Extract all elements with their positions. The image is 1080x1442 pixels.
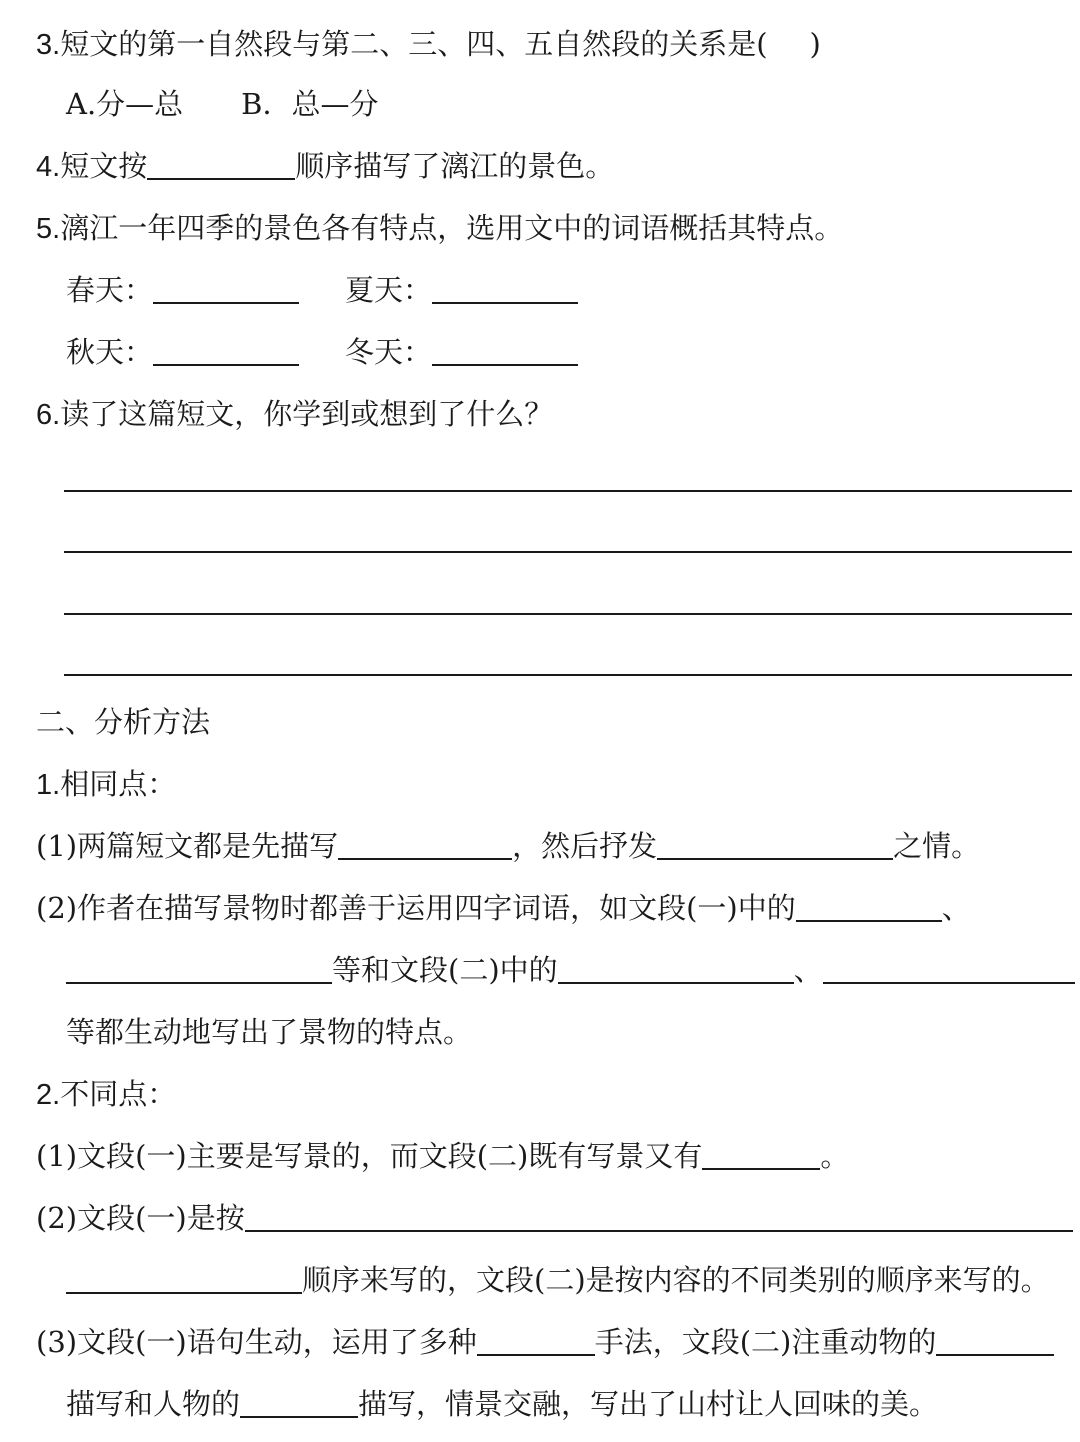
answer-blank[interactable] bbox=[245, 1200, 1073, 1232]
spring-label: 春天： bbox=[66, 273, 154, 307]
question-4 bbox=[36, 146, 614, 186]
question-3-options bbox=[66, 84, 378, 124]
answer-blank[interactable] bbox=[936, 1324, 1054, 1356]
answer-blank[interactable] bbox=[240, 1386, 358, 1418]
item-number: 1. bbox=[36, 769, 61, 801]
season-row-2 bbox=[66, 332, 578, 372]
diff-point-3 bbox=[36, 1322, 1054, 1362]
diff-points-heading bbox=[36, 1074, 176, 1114]
item-text: (2)文段(一)是按 bbox=[36, 1201, 245, 1235]
item-label: 不同点： bbox=[60, 1077, 177, 1111]
winter-blank[interactable] bbox=[432, 334, 578, 366]
same-point-2-end: 等都生动地写出了景物的特点。 bbox=[66, 1015, 473, 1049]
item-text: 手法，文段(二)注重动物的 bbox=[594, 1325, 937, 1359]
item-text: (3)文段(一)语句生动，运用了多种 bbox=[36, 1325, 477, 1359]
answer-line-2[interactable] bbox=[64, 551, 1072, 553]
question-text: 顺序描写了漓江的景色。 bbox=[295, 149, 615, 183]
diff-point-3-cont bbox=[66, 1384, 938, 1424]
answer-blank[interactable] bbox=[147, 148, 295, 180]
question-number: 4. bbox=[36, 151, 61, 183]
answer-line-1[interactable] bbox=[64, 490, 1072, 492]
item-text: (1)两篇短文都是先描写 bbox=[36, 829, 339, 863]
same-point-2 bbox=[36, 888, 971, 928]
answer-blank[interactable] bbox=[66, 1262, 302, 1294]
question-text: 漓江一年四季的景色各有特点，选用文中的词语概括其特点。 bbox=[60, 211, 844, 245]
answer-blank[interactable] bbox=[657, 828, 893, 860]
answer-line-3[interactable] bbox=[64, 613, 1072, 615]
section-title: 二、分析方法 bbox=[36, 705, 211, 739]
question-number: 5. bbox=[36, 213, 61, 245]
same-point-1 bbox=[36, 826, 980, 866]
item-text: (1)文段(一)主要是写景的，而文段(二)既有写景又有 bbox=[36, 1139, 703, 1173]
question-text: 短文的第一自然段与第二、三、四、五自然段的关系是( bbox=[60, 27, 768, 61]
answer-blank[interactable] bbox=[702, 1138, 820, 1170]
item-text: 之情。 bbox=[893, 829, 981, 863]
item-number: 2. bbox=[36, 1079, 61, 1111]
item-text: 描写和人物的 bbox=[66, 1387, 241, 1421]
item-text: 等和文段(二)中的 bbox=[332, 953, 558, 987]
option-b[interactable]: B．总—分 bbox=[241, 87, 379, 121]
item-text: ，然后抒发 bbox=[512, 829, 658, 863]
answer-blank[interactable] bbox=[338, 828, 512, 860]
item-text: 描写，情景交融，写出了山村让人回味的美。 bbox=[358, 1387, 939, 1421]
item-text: 。 bbox=[820, 1139, 850, 1173]
question-number: 6. bbox=[36, 399, 61, 431]
winter-label: 冬天： bbox=[345, 335, 433, 369]
same-points-heading bbox=[36, 764, 176, 804]
question-3 bbox=[36, 24, 821, 64]
diff-point-2 bbox=[36, 1198, 1073, 1238]
item-label: 相同点： bbox=[60, 767, 177, 801]
answer-line-4[interactable] bbox=[64, 674, 1072, 676]
diff-point-1 bbox=[36, 1136, 849, 1176]
answer-blank[interactable] bbox=[796, 890, 942, 922]
answer-blank[interactable] bbox=[66, 952, 332, 984]
autumn-label: 秋天： bbox=[66, 335, 154, 369]
season-row-1 bbox=[66, 270, 578, 310]
question-text: 短文按 bbox=[60, 149, 148, 183]
item-text: (2)作者在描写景物时都善于运用四字词语，如文段(一)中的 bbox=[36, 891, 796, 925]
item-text: 、 bbox=[793, 953, 823, 987]
answer-blank[interactable] bbox=[823, 952, 1075, 984]
question-5 bbox=[36, 208, 843, 248]
answer-blank[interactable] bbox=[558, 952, 794, 984]
diff-point-2-cont bbox=[66, 1260, 1050, 1300]
question-6 bbox=[36, 394, 553, 434]
option-a[interactable]: A.分—总 bbox=[66, 87, 184, 121]
answer-blank[interactable] bbox=[477, 1324, 595, 1356]
question-text: 读了这篇短文，你学到或想到了什么？ bbox=[60, 397, 554, 431]
autumn-blank[interactable] bbox=[153, 334, 299, 366]
close-paren: ) bbox=[809, 27, 821, 61]
item-text: 顺序来写的，文段(二)是按内容的不同类别的顺序来写的。 bbox=[302, 1263, 1050, 1297]
question-number: 3. bbox=[36, 29, 61, 61]
spring-blank[interactable] bbox=[153, 272, 299, 304]
summer-label: 夏天： bbox=[345, 273, 433, 307]
summer-blank[interactable] bbox=[432, 272, 578, 304]
same-point-2-cont bbox=[66, 950, 1075, 990]
item-text: 、 bbox=[941, 891, 971, 925]
